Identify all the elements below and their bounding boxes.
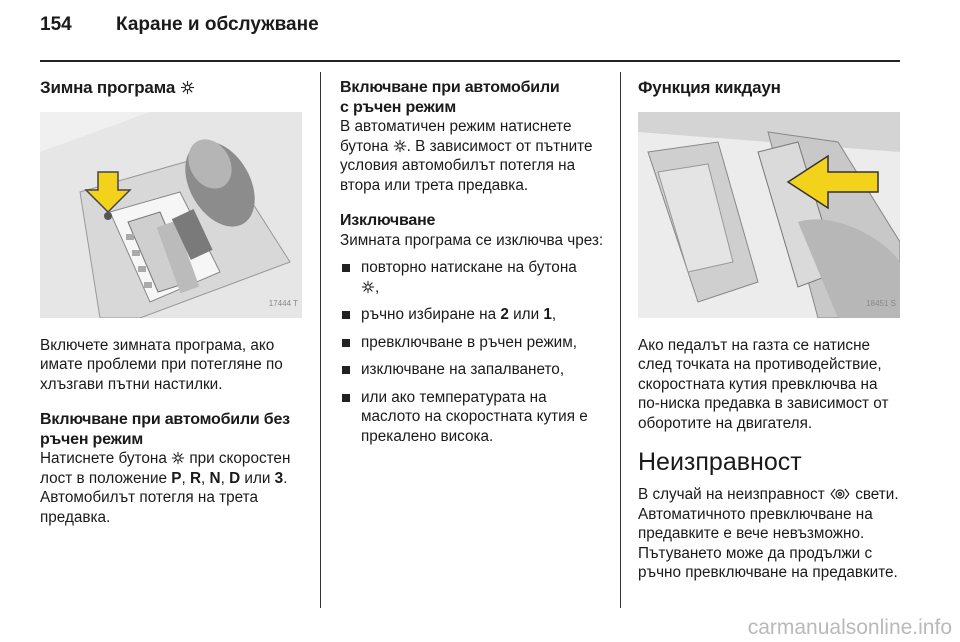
column-1 (40, 78, 310, 543)
list-item: или ако температурата на маслото на скоростната кутия е прекалено висока. (340, 388, 608, 447)
page-number: 154 (40, 14, 72, 35)
chapter-title: Каране и обслужване (116, 14, 319, 35)
page-header (40, 14, 319, 36)
fault-heading: Неизправност (638, 448, 802, 476)
deactivation-intro: Зимната програма се изключва чрез: (340, 231, 604, 249)
with-manual-heading: Включване при автомобили с ръчен режим (340, 79, 560, 116)
list-item: изключване на запалването, (340, 360, 608, 380)
deactivation-heading: Изключване (340, 212, 436, 229)
snowflake-icon (180, 80, 195, 95)
kickdown-heading: Функция кикдаун (638, 78, 781, 97)
list-item: ръчно избиране на 2 или 1, (340, 305, 608, 325)
snowflake-icon (171, 451, 185, 465)
snowflake-icon (361, 280, 375, 294)
deactivation-list (340, 258, 608, 446)
with-manual-text: В автоматичен режим натиснете бутона . В зависимост от пътните условия автомобилът потегля на втора или трета предавка. (340, 118, 593, 194)
column-divider-1 (320, 72, 321, 608)
column-divider-2 (620, 72, 621, 608)
winter-program-intro: Включете зимната програма, ако имате проблеми при потегляне по хлъзгави пътни настилки. (40, 336, 283, 393)
header-rule (40, 60, 900, 62)
gear-lever-image (40, 112, 302, 318)
snowflake-icon (393, 139, 407, 153)
list-item: повторно натискане на бутона , (340, 258, 608, 297)
list-item: превключване в ръчен режим, (340, 333, 608, 353)
image-code: 18451 S (866, 299, 896, 308)
column-3 (638, 78, 902, 599)
without-manual-text: Натиснете бутона при скоростен лост в положение P, R, N, D или 3. Автомобилът потегля на трета предавка. (40, 450, 291, 526)
fault-text: В случай на неизправност свети. Автоматичното превключване на предавките е вече невъзможно. Пътуването може да продължи с ръчно превключване на предавките. (638, 486, 899, 581)
pedal-image (638, 112, 900, 318)
image-code: 17444 T (268, 299, 298, 308)
watermark: carmanualsonline.info (747, 616, 952, 639)
transmission-fault-icon (829, 487, 851, 501)
winter-program-heading: Зимна програма (40, 78, 310, 98)
pedal-illustration (638, 112, 900, 318)
without-manual-heading: Включване при автомобили без ръчен режим (40, 411, 290, 448)
column-2 (340, 78, 608, 454)
kickdown-text: Ако педалът на газта се натисне след точката на противодействие, скоростната кутия превключва на по-ниска предавка в зависимост от оборотите на двигателя. (638, 336, 889, 432)
gear-lever-illustration (40, 112, 302, 318)
